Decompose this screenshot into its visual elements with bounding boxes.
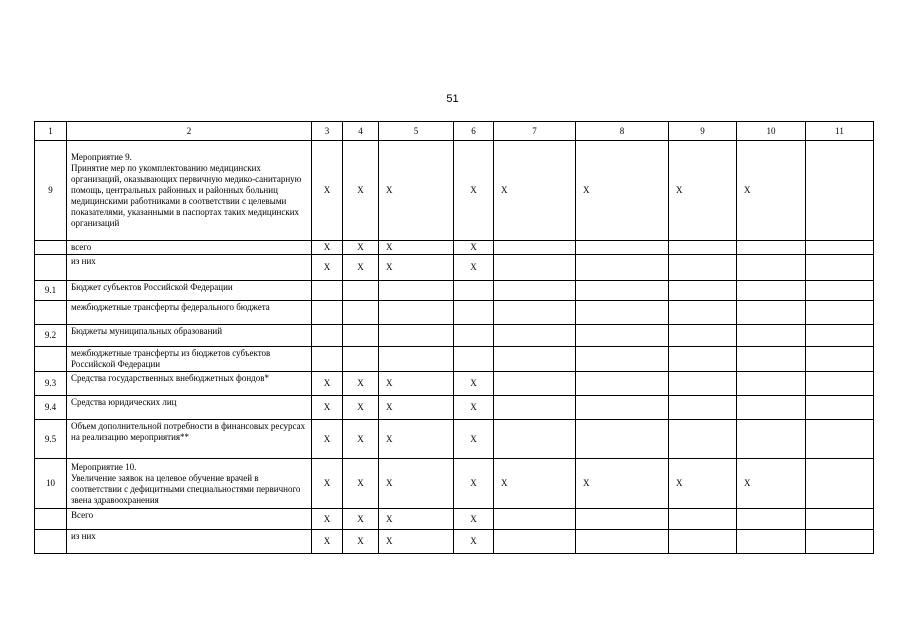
value-cell: X [312, 509, 343, 530]
value-cell: X [379, 241, 454, 255]
value-cell [343, 301, 379, 325]
row-number [35, 255, 67, 281]
value-cell [669, 509, 737, 530]
value-cell: X [737, 141, 806, 241]
row-name: Средства юридических лиц [67, 396, 312, 420]
value-cell: X [343, 396, 379, 420]
row-number [35, 347, 67, 372]
value-cell: X [454, 509, 494, 530]
value-cell [343, 281, 379, 301]
value-cell [576, 241, 669, 255]
value-cell: X [312, 255, 343, 281]
value-cell [737, 281, 806, 301]
row-name: из них [67, 530, 312, 554]
value-cell [806, 325, 874, 347]
value-cell: X [312, 372, 343, 396]
value-cell [737, 255, 806, 281]
value-cell [806, 141, 874, 241]
value-cell: X [454, 530, 494, 554]
value-cell [669, 301, 737, 325]
value-cell [379, 325, 454, 347]
value-cell [312, 301, 343, 325]
value-cell: X [576, 459, 669, 509]
value-cell: X [379, 459, 454, 509]
header-cell: 9 [669, 122, 737, 141]
value-cell: X [379, 509, 454, 530]
value-cell [737, 530, 806, 554]
value-cell: X [343, 459, 379, 509]
budget-table [34, 121, 874, 554]
value-cell [737, 509, 806, 530]
table-row [35, 141, 874, 241]
table-row [35, 459, 874, 509]
value-cell [379, 347, 454, 372]
value-cell: X [494, 459, 576, 509]
value-cell: X [454, 372, 494, 396]
row-name: из них [67, 255, 312, 281]
value-cell: X [669, 141, 737, 241]
value-cell: X [343, 141, 379, 241]
header-cell: 5 [379, 122, 454, 141]
value-cell: X [312, 396, 343, 420]
value-cell [669, 420, 737, 459]
value-cell [494, 241, 576, 255]
row-name: Объем дополнительной потребности в финансовых ресурсах на реализацию мероприятия** [67, 420, 312, 459]
value-cell: X [312, 241, 343, 255]
value-cell [669, 347, 737, 372]
value-cell [494, 281, 576, 301]
value-cell [454, 281, 494, 301]
value-cell [494, 347, 576, 372]
value-cell: X [454, 459, 494, 509]
value-cell [806, 530, 874, 554]
table-row [35, 509, 874, 530]
value-cell [806, 420, 874, 459]
value-cell [576, 347, 669, 372]
header-cell: 8 [576, 122, 669, 141]
value-cell: X [343, 420, 379, 459]
value-cell: X [343, 509, 379, 530]
row-name: всего [67, 241, 312, 255]
row-name: Бюджеты муниципальных образований [67, 325, 312, 347]
value-cell [454, 325, 494, 347]
header-cell: 7 [494, 122, 576, 141]
value-cell: X [343, 255, 379, 281]
value-cell [494, 420, 576, 459]
row-name: Всего [67, 509, 312, 530]
value-cell [737, 301, 806, 325]
table-row [35, 347, 874, 372]
value-cell: X [312, 141, 343, 241]
row-name: межбюджетные трансферты из бюджетов субъектов Российской Федерации [67, 347, 312, 372]
value-cell [312, 281, 343, 301]
table-row [35, 530, 874, 554]
value-cell: X [379, 530, 454, 554]
header-cell: 1 [35, 122, 67, 141]
value-cell [576, 396, 669, 420]
row-name: Средства государственных внебюджетных фондов* [67, 372, 312, 396]
table-row [35, 241, 874, 255]
value-cell: X [312, 420, 343, 459]
value-cell: X [343, 530, 379, 554]
value-cell [576, 509, 669, 530]
value-cell [669, 372, 737, 396]
value-cell [454, 301, 494, 325]
value-cell [806, 241, 874, 255]
value-cell: X [454, 241, 494, 255]
value-cell [669, 281, 737, 301]
value-cell: X [379, 255, 454, 281]
table-row [35, 255, 874, 281]
row-number [35, 241, 67, 255]
value-cell [312, 347, 343, 372]
value-cell [806, 281, 874, 301]
value-cell [806, 459, 874, 509]
value-cell [343, 347, 379, 372]
value-cell: X [576, 141, 669, 241]
value-cell [494, 396, 576, 420]
value-cell: X [343, 372, 379, 396]
value-cell [494, 325, 576, 347]
value-cell [494, 301, 576, 325]
header-cell: 11 [806, 122, 874, 141]
value-cell [576, 281, 669, 301]
row-number [35, 509, 67, 530]
header-cell: 3 [312, 122, 343, 141]
value-cell [669, 255, 737, 281]
row-number: 9.3 [35, 372, 67, 396]
value-cell [806, 509, 874, 530]
value-cell [669, 396, 737, 420]
value-cell [806, 255, 874, 281]
row-number [35, 530, 67, 554]
value-cell [576, 530, 669, 554]
value-cell: X [379, 420, 454, 459]
value-cell [379, 281, 454, 301]
table-row [35, 396, 874, 420]
value-cell [312, 325, 343, 347]
header-row [35, 122, 874, 141]
value-cell [494, 255, 576, 281]
value-cell [737, 347, 806, 372]
row-number: 9.1 [35, 281, 67, 301]
value-cell [806, 347, 874, 372]
row-number: 9.4 [35, 396, 67, 420]
table-row [35, 325, 874, 347]
row-number: 9.5 [35, 420, 67, 459]
value-cell [576, 372, 669, 396]
row-number: 9 [35, 141, 67, 241]
value-cell [669, 325, 737, 347]
value-cell: X [379, 141, 454, 241]
value-cell [669, 530, 737, 554]
row-number: 9.2 [35, 325, 67, 347]
value-cell [494, 509, 576, 530]
value-cell: X [343, 241, 379, 255]
value-cell: X [312, 459, 343, 509]
value-cell [737, 396, 806, 420]
row-name: Мероприятие 9. Принятие мер по укомплектованию медицинских организаций, оказывающих первичную медико-санитарную помощь, центральных районных и районных больниц медицинскими работниками в соответствии с целевыми показателями, указанными в паспортах таких медицинских организаций [67, 141, 312, 241]
value-cell [343, 325, 379, 347]
header-cell: 4 [343, 122, 379, 141]
page-number: 51 [446, 93, 459, 105]
row-number [35, 301, 67, 325]
value-cell [806, 396, 874, 420]
value-cell [669, 241, 737, 255]
header-cell: 2 [67, 122, 312, 141]
table-row [35, 420, 874, 459]
value-cell: X [737, 459, 806, 509]
value-cell [379, 301, 454, 325]
value-cell [494, 530, 576, 554]
value-cell: X [379, 372, 454, 396]
header-cell: 10 [737, 122, 806, 141]
header-cell: 6 [454, 122, 494, 141]
value-cell: X [494, 141, 576, 241]
row-name: межбюджетные трансферты федерального бюджета [67, 301, 312, 325]
row-name: Мероприятие 10. Увеличение заявок на целевое обучение врачей в соответствии с дефицитными специальностями первичного звена здравоохранения [67, 459, 312, 509]
table-row [35, 301, 874, 325]
value-cell [576, 301, 669, 325]
value-cell: X [454, 420, 494, 459]
value-cell [454, 347, 494, 372]
row-name: Бюджет субъектов Российской Федерации [67, 281, 312, 301]
value-cell [737, 372, 806, 396]
value-cell [576, 325, 669, 347]
value-cell: X [379, 396, 454, 420]
value-cell [576, 420, 669, 459]
value-cell: X [454, 255, 494, 281]
value-cell [806, 301, 874, 325]
value-cell [494, 372, 576, 396]
value-cell [737, 420, 806, 459]
row-number: 10 [35, 459, 67, 509]
value-cell: X [454, 396, 494, 420]
value-cell [576, 255, 669, 281]
value-cell [806, 372, 874, 396]
value-cell: X [454, 141, 494, 241]
table-row [35, 281, 874, 301]
value-cell: X [669, 459, 737, 509]
table-row [35, 372, 874, 396]
value-cell [737, 325, 806, 347]
value-cell: X [312, 530, 343, 554]
value-cell [737, 241, 806, 255]
